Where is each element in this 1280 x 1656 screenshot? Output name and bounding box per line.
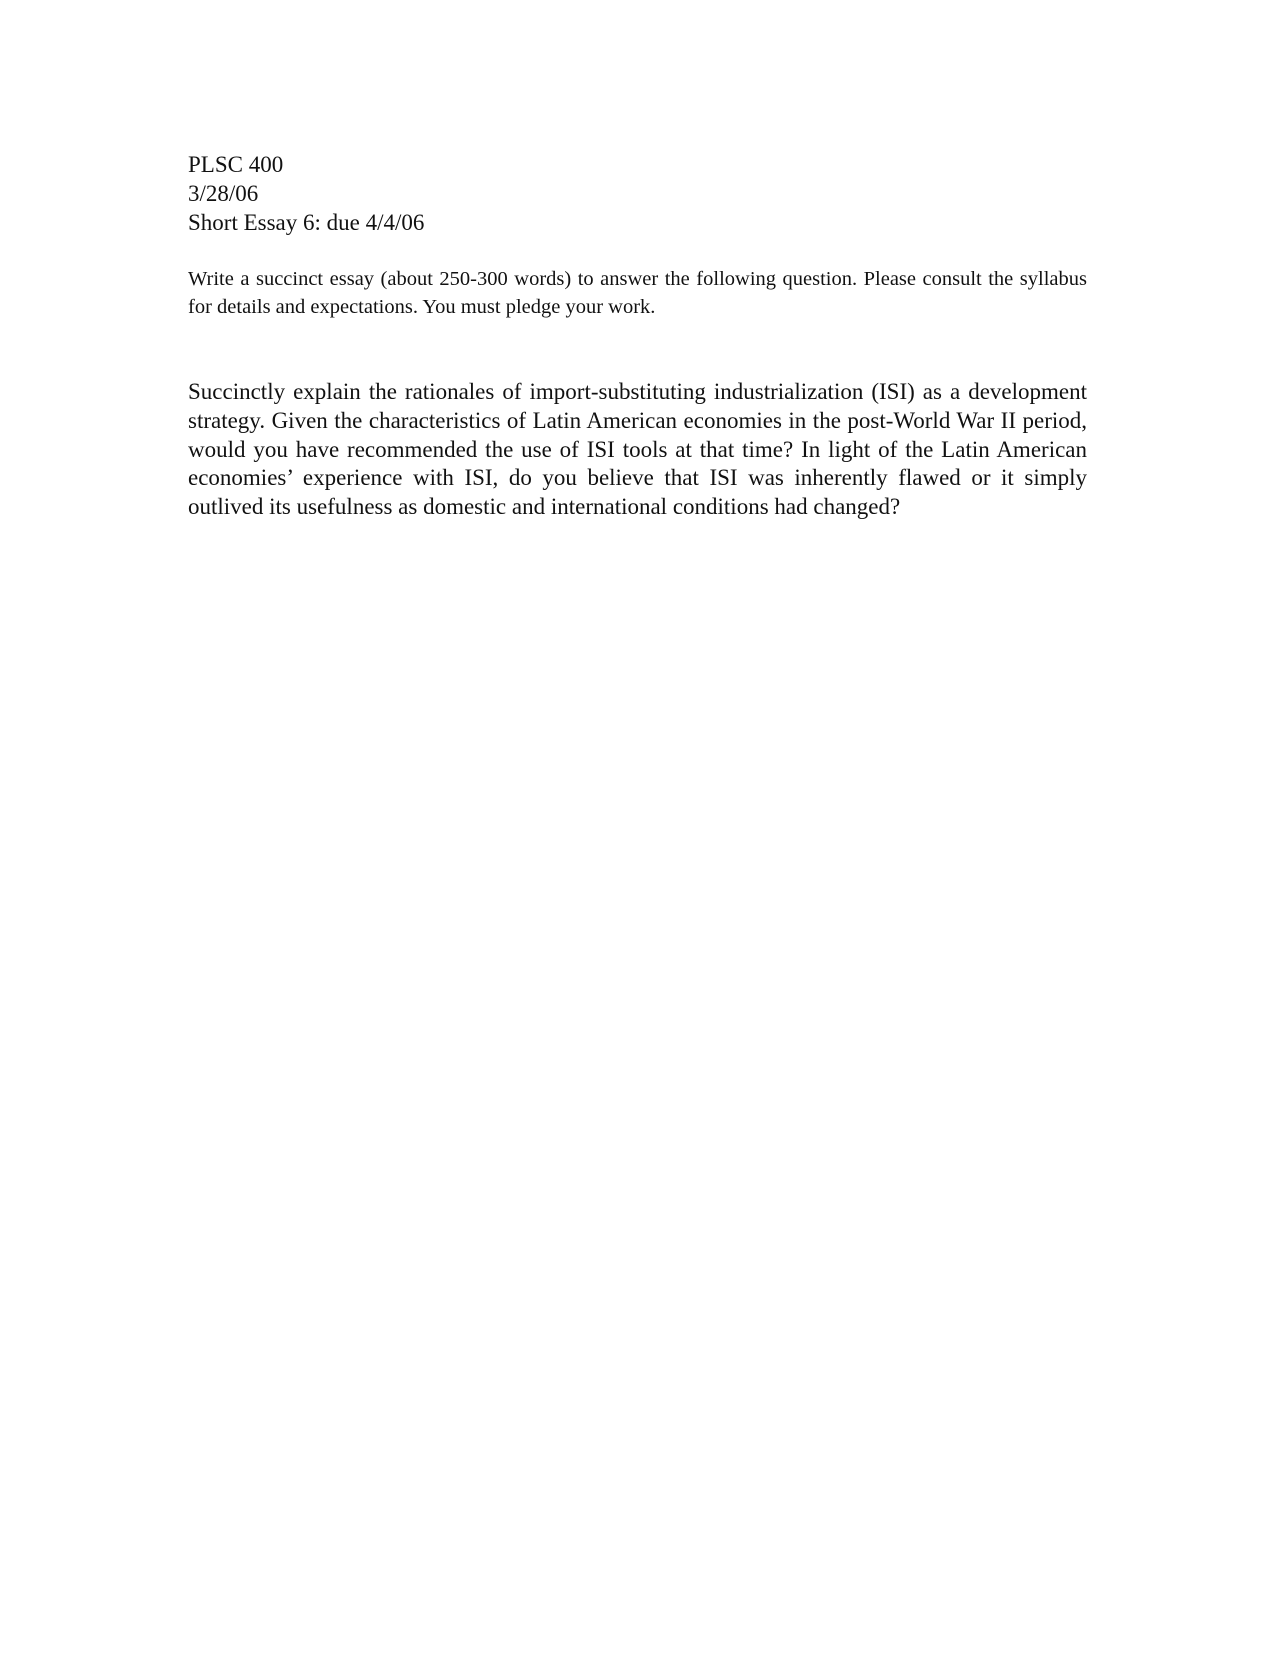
- course-code: PLSC 400: [188, 152, 284, 177]
- document-date: 3/28/06: [188, 181, 259, 206]
- essay-question: Succinctly explain the rationales of import-substituting industrialization (ISI) as a development strategy. Given the characteristics of Latin American economies in the post-World War II period, would you have recommended the use of ISI tools at that time? In light of the Latin American economies’ experience with ISI, do you believe that ISI was inherently flawed or it simply outlived its usefulness as domestic and international conditions had changed?: [188, 379, 1087, 520]
- instructions-paragraph: Write a succinct essay (about 250-300 words) to answer the following question. Please consult the syllabus for details and expectations. You must pledge your work.: [188, 268, 1087, 318]
- assignment-title: Short Essay 6: due 4/4/06: [188, 210, 425, 235]
- document-header: [188, 150, 1088, 237]
